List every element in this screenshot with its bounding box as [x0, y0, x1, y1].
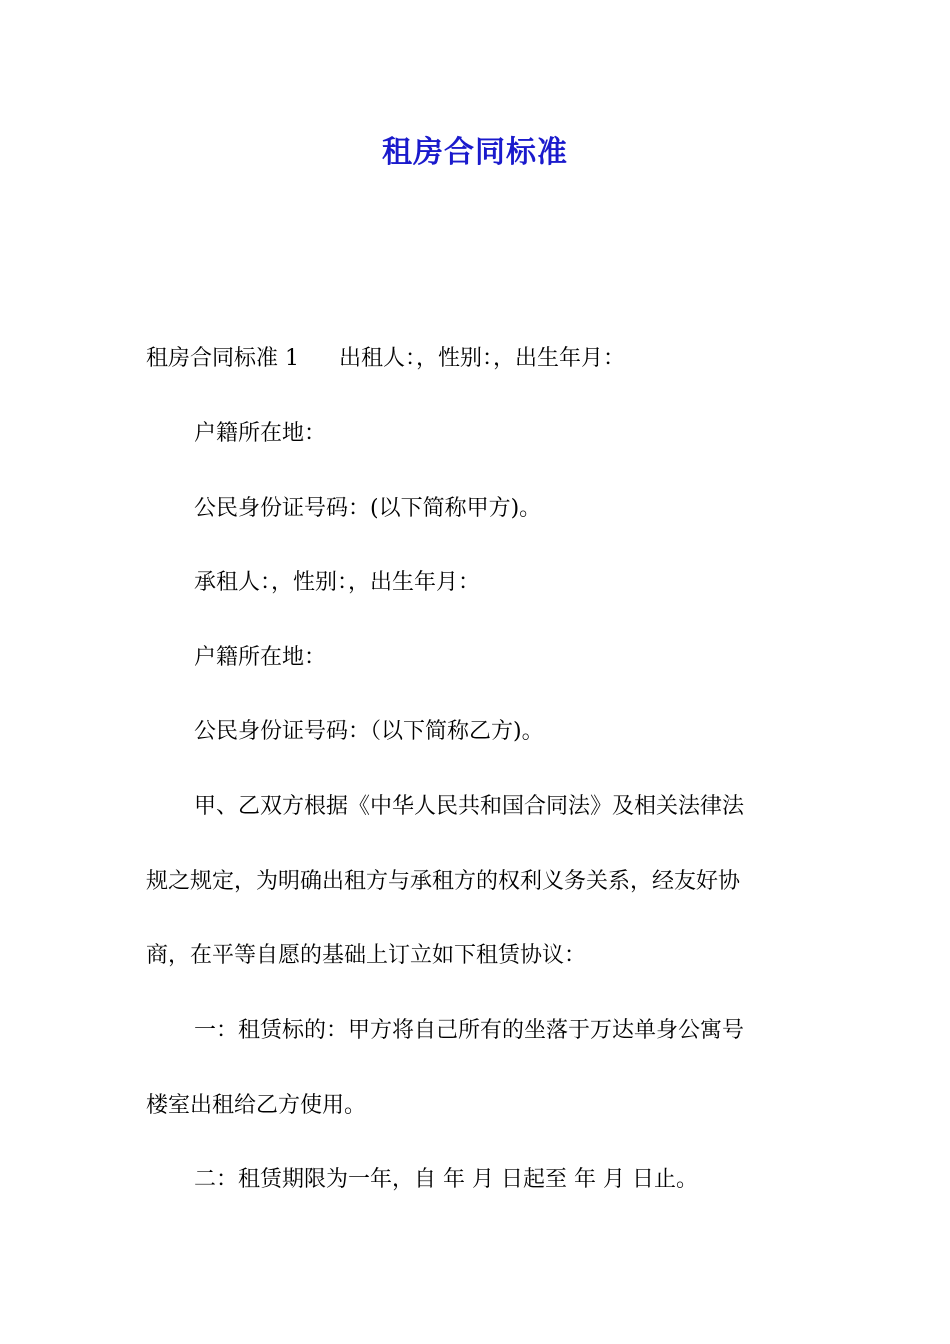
clause-2-line-1: 二：租赁期限为一年，自 年 月 日起至 年 月 日止。: [194, 1167, 698, 1192]
section-heading: 租房合同标准 1: [146, 346, 299, 371]
lessee-id-number: 公民身份证号码：（以下简称乙方)。: [194, 719, 544, 744]
document-title: 租房合同标准: [382, 135, 568, 170]
lessor-info: 出租人：，性别：，出生年月：: [339, 346, 626, 371]
lessor-household-registration: 户籍所在地：: [194, 421, 327, 446]
preamble-line-3: 商，在平等自愿的基础上订立如下租赁协议：: [146, 943, 587, 968]
preamble-line-1: 甲、乙双方根据《中华人民共和国合同法》及相关法律法: [194, 794, 745, 819]
lessee-household-registration: 户籍所在地：: [194, 645, 327, 670]
clause-1-line-1: 一：租赁标的：甲方将自己所有的坐落于万达单身公寓号: [194, 1018, 745, 1043]
preamble-line-2: 规之规定，为明确出租方与承租方的权利义务关系，经友好协: [146, 869, 741, 894]
lessee-info: 承租人：，性别：，出生年月：: [194, 570, 481, 595]
clause-1-line-2: 楼室出租给乙方使用。: [146, 1093, 367, 1118]
lessor-id-number: 公民身份证号码：(以下简称甲方)。: [194, 496, 542, 521]
paragraph-line: [146, 344, 806, 374]
